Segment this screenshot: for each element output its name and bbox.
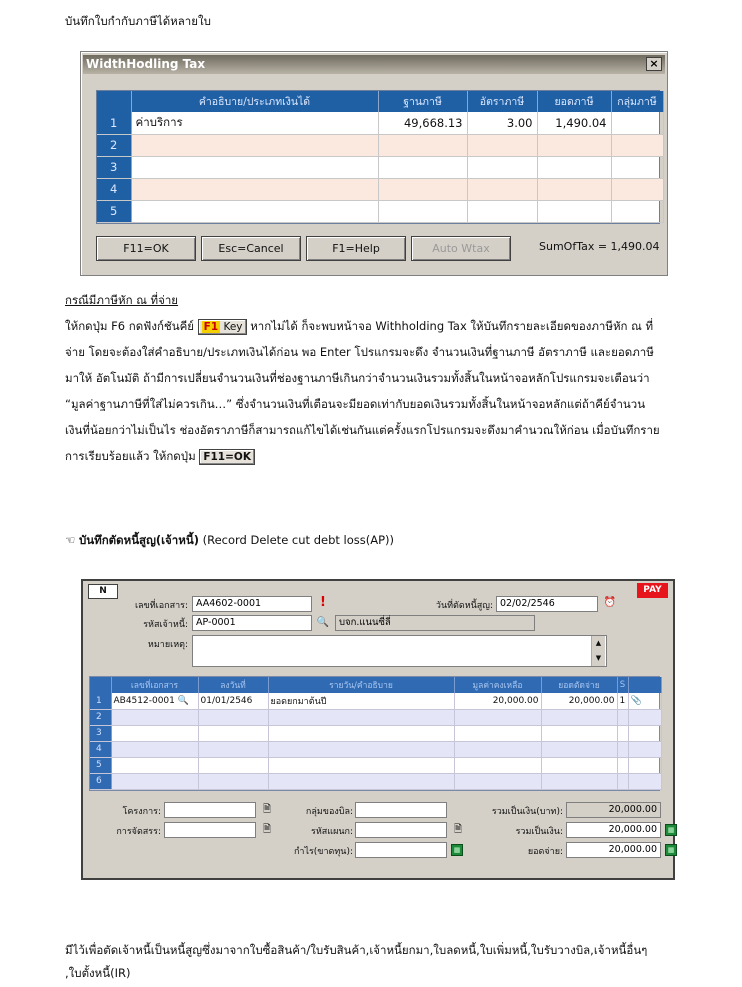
- creditor-name-field: บจก.แนนซี่ลี่: [335, 615, 535, 631]
- record-heading-rest: (Record Delete cut debt loss(AP)): [198, 533, 395, 547]
- bill-group-label: กลุ่มของบิล:: [305, 807, 353, 817]
- doc-cell[interactable]: [111, 757, 198, 773]
- table-row[interactable]: [97, 134, 663, 156]
- remark-scrollbar[interactable]: ▲ ▼: [591, 636, 605, 666]
- table-row[interactable]: [97, 156, 663, 178]
- document-icon[interactable]: 🗎: [262, 804, 272, 815]
- paragraph-line: เงินที่น้อยกว่าไม่เป็นไร ช่องอัตราภาษีก็สามารถแก้ไขได้เช่นกันแต่ครั้งแรกโปรแกรมจะดึงมาคำนวณให้ก่อน เมื่อบันทึกราย: [65, 423, 660, 437]
- rate-cell[interactable]: [467, 156, 537, 178]
- column-header: [97, 91, 131, 112]
- doc-no-field[interactable]: AA4602-0001: [192, 596, 312, 612]
- date-cell[interactable]: [198, 725, 268, 741]
- group-cell[interactable]: [611, 200, 663, 222]
- base-cell[interactable]: [378, 156, 467, 178]
- calculator-icon[interactable]: ▦: [665, 824, 677, 836]
- total-baht-field: 20,000.00: [566, 802, 661, 818]
- table-row[interactable]: [97, 178, 663, 200]
- column-header: ยอดตัดจ่าย: [541, 677, 617, 693]
- doc-cell[interactable]: [111, 741, 198, 757]
- remain-cell[interactable]: [454, 757, 541, 773]
- withholding-tax-dialog: [80, 51, 668, 276]
- base-cell[interactable]: [378, 134, 467, 156]
- row-number: 2: [90, 709, 111, 725]
- cut-cell[interactable]: [541, 725, 617, 741]
- column-header: รายวัน/คำอธิบาย: [268, 677, 454, 693]
- search-icon[interactable]: 🔍: [177, 695, 189, 706]
- calculator-icon[interactable]: ▦: [665, 844, 677, 856]
- column-header: อัตราภาษี: [467, 91, 537, 112]
- cut-cell[interactable]: [541, 741, 617, 757]
- cut-cell[interactable]: [541, 757, 617, 773]
- remain-cell[interactable]: 20,000.00: [454, 693, 541, 709]
- doc-cell[interactable]: [111, 773, 198, 789]
- dialog-title: WidthHodling Tax: [86, 57, 206, 71]
- f1-key-label: F1: [203, 320, 219, 333]
- creditor-label: รหัสเจ้าหนี้:: [143, 620, 188, 630]
- cancel-button[interactable]: Esc=Cancel: [201, 236, 301, 261]
- bad-debt-window: [81, 579, 675, 880]
- row-number: 2: [97, 134, 131, 156]
- column-header: กลุ่มภาษี: [611, 91, 663, 112]
- footer-line: มีไว้เพื่อตัดเจ้าหนี้เป็นหนี้สูญซึ่งมาจากใบซื้อสินค้า/ใบรับสินค้า,เจ้าหนี้ยกมา,ใบลดหนี้,ใบเพิ่มหนี้,ใบรับวางบิล,เจ้าหนี้อื่นๆ: [65, 943, 648, 957]
- table-row[interactable]: [90, 741, 661, 757]
- row-number: 3: [90, 725, 111, 741]
- column-header: [90, 677, 111, 693]
- date-label: วันที่ตัดหนี้สูญ:: [435, 601, 493, 611]
- total-baht-label: รวมเป็นเงิน(บาท):: [491, 807, 563, 817]
- table-row[interactable]: [90, 757, 661, 773]
- project-label: โครงการ:: [122, 807, 161, 817]
- f1-key-image: [198, 319, 247, 335]
- cut-cell[interactable]: [541, 709, 617, 725]
- date-cell[interactable]: [198, 757, 268, 773]
- group-cell[interactable]: [611, 112, 663, 134]
- creditor-code-field[interactable]: AP-0001: [192, 615, 312, 631]
- attach-cell[interactable]: [628, 709, 661, 725]
- attach-cell[interactable]: [628, 725, 661, 741]
- desc-cell[interactable]: ค่าบริการ: [131, 112, 378, 134]
- base-cell[interactable]: [378, 178, 467, 200]
- tax-cell[interactable]: [537, 134, 611, 156]
- paragraph-text: ให้กดปุ่ม F6 กดฟังก์ชันคีย์: [65, 319, 194, 333]
- s-cell[interactable]: [617, 773, 628, 789]
- attach-cell[interactable]: [628, 693, 661, 709]
- remark-label: หมายเหตุ:: [147, 640, 188, 650]
- detail-grid: [89, 676, 660, 791]
- grid-header: [90, 677, 661, 693]
- dept-field[interactable]: [355, 822, 447, 838]
- close-icon[interactable]: ×: [646, 57, 662, 71]
- auto-wtax-button[interactable]: Auto Wtax: [411, 236, 511, 261]
- rate-cell[interactable]: [467, 178, 537, 200]
- s-cell[interactable]: [617, 709, 628, 725]
- row-number: 5: [90, 757, 111, 773]
- group-cell[interactable]: [611, 134, 663, 156]
- column-header: S: [617, 677, 628, 693]
- record-heading: [65, 527, 394, 553]
- cut-cell[interactable]: 20,000.00: [541, 693, 617, 709]
- table-row[interactable]: [97, 112, 663, 134]
- column-header: [628, 677, 661, 693]
- desc-cell[interactable]: [268, 709, 454, 725]
- remain-cell[interactable]: [454, 773, 541, 789]
- row-number: 3: [97, 156, 131, 178]
- paragraph-line: [65, 443, 255, 469]
- search-icon[interactable]: 🔍: [316, 617, 330, 628]
- paragraph-line: จ่าย โดยจะต้องใส่คำอธิบาย/ประเภทเงินได้ก่อน พอ Enter โปรแกรมจะดึง จำนวนเงินที่ฐานภาษี อัตราภาษี และยอดภาษี: [65, 345, 654, 359]
- total-field[interactable]: 20,000.00: [566, 822, 661, 838]
- row-number: 1: [97, 112, 131, 134]
- doc-no-label: เลขที่เอกสาร:: [134, 601, 188, 611]
- desc-cell[interactable]: [268, 773, 454, 789]
- pointing-hand-icon: ☜: [65, 533, 76, 547]
- bill-group-field[interactable]: [355, 802, 447, 818]
- remain-cell[interactable]: [454, 725, 541, 741]
- column-header: มูลค่าคงเหลือ: [454, 677, 541, 693]
- table-row[interactable]: [90, 725, 661, 741]
- profit-field[interactable]: [355, 842, 447, 858]
- row-number: 6: [90, 773, 111, 789]
- rate-cell[interactable]: 3.00: [467, 112, 537, 134]
- desc-cell[interactable]: [268, 757, 454, 773]
- alloc-field[interactable]: [164, 822, 256, 838]
- date-cell[interactable]: [198, 709, 268, 725]
- group-cell[interactable]: [611, 156, 663, 178]
- ok-button[interactable]: F11=OK: [96, 236, 196, 261]
- total-label: รวมเป็นเงิน:: [515, 827, 563, 837]
- desc-cell[interactable]: [268, 741, 454, 757]
- grid-header: [97, 91, 663, 112]
- date-cell[interactable]: [198, 773, 268, 789]
- rate-cell[interactable]: [467, 200, 537, 222]
- paragraph-text: หากไม่ได้ ก็จะพบหน้าจอ Withholding Tax ให้บันทึกรายละเอียดของภาษีหัก ณ ที่: [250, 319, 654, 333]
- paragraph-line: [65, 313, 653, 339]
- f11-ok-key-image: F11=OK: [199, 449, 255, 465]
- paid-label: ยอดจ่าย:: [527, 847, 563, 857]
- doc-cell[interactable]: [111, 725, 198, 741]
- document-icon[interactable]: 🗎: [453, 824, 463, 835]
- column-header: ลงวันที่: [198, 677, 268, 693]
- rate-cell[interactable]: [467, 134, 537, 156]
- warning-icon[interactable]: !: [320, 595, 326, 610]
- desc-cell[interactable]: [131, 156, 378, 178]
- s-cell[interactable]: [617, 757, 628, 773]
- row-number: 4: [97, 178, 131, 200]
- column-header: ฐานภาษี: [378, 91, 467, 112]
- withholding-grid: [96, 90, 660, 224]
- paperclip-icon[interactable]: 📎: [630, 695, 642, 706]
- calculator-icon[interactable]: ▦: [451, 844, 463, 856]
- table-row[interactable]: [90, 709, 661, 725]
- intro-text: บันทึกใบกำกับภาษีได้หลายใบ: [65, 14, 211, 28]
- cut-cell[interactable]: [541, 773, 617, 789]
- attach-cell[interactable]: [628, 757, 661, 773]
- doc-cell[interactable]: [111, 693, 198, 709]
- group-cell[interactable]: [611, 178, 663, 200]
- column-header: ยอดภาษี: [537, 91, 611, 112]
- record-heading-bold: บันทึกตัดหนี้สูญ(เจ้าหนี้): [78, 533, 199, 547]
- row-number: 1: [90, 693, 111, 709]
- base-cell[interactable]: [378, 200, 467, 222]
- s-cell[interactable]: 1: [617, 693, 628, 709]
- base-cell[interactable]: 49,668.13: [378, 112, 467, 134]
- table-row[interactable]: [97, 200, 663, 222]
- tax-cell[interactable]: [537, 200, 611, 222]
- sum-of-tax: SumOfTax = 1,490.04: [539, 240, 660, 253]
- doc-cell-text: AB4512-0001: [113, 695, 175, 706]
- desc-cell[interactable]: [131, 200, 378, 222]
- row-number: 5: [97, 200, 131, 222]
- date-field[interactable]: 02/02/2546: [496, 596, 598, 612]
- column-header: เลขที่เอกสาร: [111, 677, 198, 693]
- dept-label: รหัสแผนก:: [311, 827, 353, 837]
- date-cell[interactable]: 01/01/2546: [198, 693, 268, 709]
- section-heading: กรณีมีภาษีหัก ณ ที่จ่าย: [65, 293, 179, 307]
- attach-cell[interactable]: [628, 741, 661, 757]
- doc-cell[interactable]: [111, 709, 198, 725]
- tax-cell[interactable]: [537, 156, 611, 178]
- profit-label: กำไร(ขาดทุน):: [293, 847, 353, 857]
- s-cell[interactable]: [617, 741, 628, 757]
- help-button[interactable]: F1=Help: [306, 236, 406, 261]
- remain-cell[interactable]: [454, 741, 541, 757]
- date-cell[interactable]: [198, 741, 268, 757]
- mode-indicator: N: [88, 584, 118, 599]
- project-field[interactable]: [164, 802, 256, 818]
- desc-cell[interactable]: [268, 725, 454, 741]
- column-header: คำอธิบาย/ประเภทเงินได้: [131, 91, 378, 112]
- desc-cell[interactable]: ยอดยกมาต้นปี: [268, 693, 454, 709]
- pay-badge: PAY: [637, 583, 668, 598]
- paragraph-line: “มูลค่าฐานภาษีที่ใส่ไม่ควรเกิน…” ซึ่งจำนวนเงินที่เตือนจะมียอดเท่ากับยอดเงินรวมทั้งสิ้นในหน้าจอหลักแต่ถ้าคีย์จำนวน: [65, 397, 646, 411]
- dialog-titlebar: [83, 55, 665, 74]
- s-cell[interactable]: [617, 725, 628, 741]
- paragraph-text: การเรียบร้อยแล้ว ให้กดปุ่ม: [65, 449, 196, 463]
- paid-field[interactable]: 20,000.00: [566, 842, 661, 858]
- remain-cell[interactable]: [454, 709, 541, 725]
- footer-line: ,ใบตั้งหนี้(IR): [65, 966, 131, 980]
- alloc-label: การจัดสรร:: [116, 827, 161, 837]
- desc-cell[interactable]: [131, 178, 378, 200]
- tax-cell[interactable]: [537, 178, 611, 200]
- desc-cell[interactable]: [131, 134, 378, 156]
- key-label: Key: [223, 320, 243, 333]
- table-row[interactable]: [90, 773, 661, 789]
- table-row[interactable]: [90, 693, 661, 709]
- document-icon[interactable]: 🗎: [262, 824, 272, 835]
- calendar-icon[interactable]: ⏰: [603, 597, 617, 608]
- attach-cell[interactable]: [628, 773, 661, 789]
- tax-cell[interactable]: 1,490.04: [537, 112, 611, 134]
- paragraph-line: มาให้ อัตโนมัติ ถ้ามีการเปลี่ยนจำนวนเงินที่ช่องฐานภาษีเกินกว่าจำนวนเงินรวมทั้งสิ้นในหน้าจอหลักโปรแกรมจะเตือนว่า: [65, 371, 650, 385]
- remark-field[interactable]: [192, 635, 607, 667]
- row-number: 4: [90, 741, 111, 757]
